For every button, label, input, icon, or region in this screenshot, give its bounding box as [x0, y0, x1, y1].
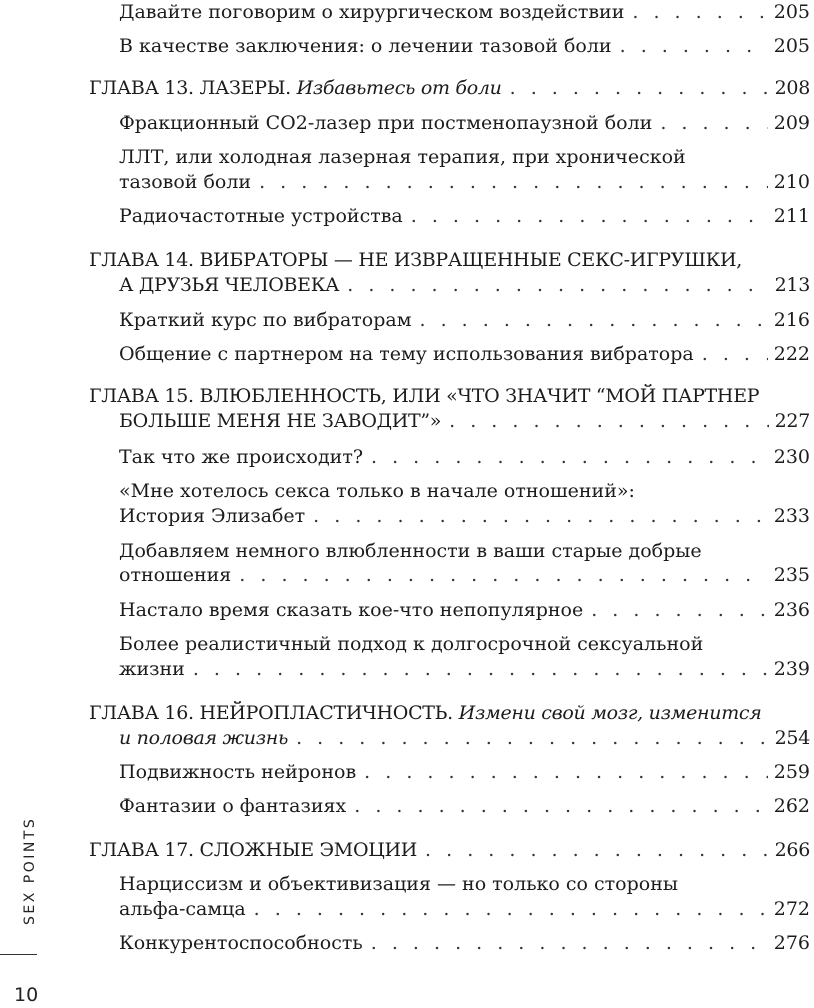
toc-page-number: 210 — [773, 171, 810, 193]
toc-entry-title-line1: Нарциссизм и объективизация — но только со стороны — [119, 873, 678, 895]
toc-page-number: 230 — [773, 446, 810, 468]
chapter-title — [89, 76, 502, 100]
toc-entry-title: Краткий курс по вибраторам — [119, 309, 412, 331]
dot-leader — [510, 76, 769, 100]
toc-entry — [119, 931, 810, 955]
toc-chapter — [89, 838, 810, 862]
toc-entry — [119, 34, 810, 58]
toc-entry — [119, 657, 810, 681]
toc-entry — [119, 445, 810, 469]
toc-entry — [119, 598, 810, 622]
toc-entry-title: Конкурентоспособность — [119, 932, 363, 954]
toc-entry — [119, 897, 810, 921]
dot-leader — [254, 897, 768, 921]
toc-page-number: 209 — [773, 112, 810, 134]
chapter-subtitle-line1: Измени свой мозг, изменится — [458, 702, 762, 724]
toc-page-number: 272 — [773, 898, 810, 920]
toc-page-number: 211 — [773, 205, 810, 227]
toc-chapter — [89, 76, 810, 100]
toc-page-number: 205 — [773, 1, 810, 23]
chapter-title-line2: БОЛЬШЕ МЕНЯ НЕ ЗАВОДИТ”» — [119, 410, 442, 432]
toc-page-number: 254 — [774, 727, 810, 749]
toc-entry-title-line1: «Мне хотелось секса только в начале отношений»: — [119, 480, 635, 502]
dot-leader — [660, 111, 767, 135]
toc-page-number: 235 — [773, 564, 810, 586]
toc-page-number: 266 — [774, 839, 810, 861]
toc-entry-title: Давайте поговорим о хирургическом воздействии — [119, 1, 625, 23]
toc-chapter — [119, 273, 810, 297]
dot-leader — [425, 838, 769, 862]
toc-entry-title-line2: альфа-самца — [119, 898, 246, 920]
toc-page-number: 236 — [773, 599, 810, 621]
toc-entry — [119, 563, 810, 587]
dot-leader — [296, 726, 769, 750]
toc-entry-title: Фракционный CO2-лазер при постменопаузной боли — [119, 112, 653, 134]
toc-entry — [119, 170, 810, 194]
toc-page-number: 208 — [774, 77, 810, 99]
chapter-heading: ГЛАВА 13. ЛАЗЕРЫ. — [89, 77, 297, 99]
dot-leader — [411, 204, 768, 228]
dot-leader — [364, 760, 768, 784]
dot-leader — [371, 931, 768, 955]
toc-entry-title: В качестве заключения: о лечении тазовой боли — [119, 35, 612, 57]
toc-entry-title-line1: Добавляем немного влюбленности в ваши старые добрые — [119, 540, 702, 562]
toc-page-number: 276 — [773, 932, 810, 954]
dot-leader — [449, 409, 768, 433]
dot-leader — [347, 273, 768, 297]
toc-entry-title-line2: отношения — [119, 564, 232, 586]
toc-entry-title: Настало время сказать кое-что непопулярное — [119, 599, 584, 621]
chapter-subtitle-line2: и половая жизнь — [119, 727, 289, 749]
toc-page-number: 205 — [773, 35, 810, 57]
dot-leader — [620, 34, 768, 58]
toc-entry-title: Общение с партнером на тему использования вибратора — [119, 343, 694, 365]
toc-entry-title-line2: жизни — [119, 658, 185, 680]
dot-leader — [371, 445, 768, 469]
dot-leader — [702, 342, 768, 366]
toc-entry — [119, 342, 810, 366]
toc-entry-title-line1: ЛЛТ, или холодная лазерная терапия, при хронической — [119, 146, 686, 168]
toc-entry — [119, 204, 810, 228]
chapter-title: ГЛАВА 17. СЛОЖНЫЕ ЭМОЦИИ — [89, 839, 418, 861]
running-head-vertical: SEX POINTS — [22, 816, 38, 925]
dot-leader — [420, 308, 768, 332]
dot-leader — [193, 657, 768, 681]
toc-page-number: 227 — [774, 410, 810, 432]
toc-page-number: 259 — [773, 761, 810, 783]
toc-page-number: 216 — [773, 309, 810, 331]
chapter-title-line2: А ДРУЗЬЯ ЧЕЛОВЕКА — [119, 274, 340, 296]
toc-page-number: 239 — [773, 658, 810, 680]
toc-entry — [119, 794, 810, 818]
toc-chapter — [119, 726, 810, 750]
toc-entry-title-line2: тазовой боли — [119, 171, 252, 193]
toc-entry-title-line2: История Элизабет — [119, 505, 306, 527]
folio-rule — [0, 954, 37, 955]
dot-leader — [591, 598, 768, 622]
toc-page-number: 222 — [773, 343, 810, 365]
toc-entry-title: Фантазии о фантазиях — [119, 795, 347, 817]
toc-entry-title-line1: Более реалистичный подход к долгосрочной сексуальной — [119, 633, 704, 655]
toc-entry — [119, 308, 810, 332]
page-number: 10 — [14, 984, 39, 1006]
chapter-title-line1: ГЛАВА 15. ВЛЮБЛЕННОСТЬ, ИЛИ «ЧТО ЗНАЧИТ “МОЙ ПАРТНЕР — [89, 385, 760, 407]
dot-leader — [259, 170, 768, 194]
toc-page-number: 213 — [774, 274, 810, 296]
toc-page-number: 233 — [773, 505, 810, 527]
chapter-title-line1: ГЛАВА 14. ВИБРАТОРЫ — НЕ ИЗВРАЩЕННЫЕ СЕКС-ИГРУШКИ, — [89, 249, 742, 271]
chapter-title-line1 — [89, 701, 762, 725]
toc-entry — [119, 760, 810, 784]
dot-leader — [239, 563, 767, 587]
dot-leader — [313, 504, 768, 528]
toc-entry-title: Радиочастотные устройства — [119, 205, 403, 227]
dot-leader — [354, 794, 767, 818]
toc-entry — [119, 0, 810, 24]
chapter-subtitle: Избавьтесь от боли — [296, 77, 502, 99]
dot-leader — [632, 0, 767, 24]
chapter-heading: ГЛАВА 16. НЕЙРОПЛАСТИЧНОСТЬ. — [89, 702, 459, 724]
toc-entry — [119, 111, 810, 135]
toc-entry-title: Так что же происходит? — [119, 446, 364, 468]
toc-entry-title: Подвижность нейронов — [119, 761, 357, 783]
toc-page-number: 262 — [773, 795, 810, 817]
toc-entry — [119, 504, 810, 528]
toc-chapter — [119, 409, 810, 433]
